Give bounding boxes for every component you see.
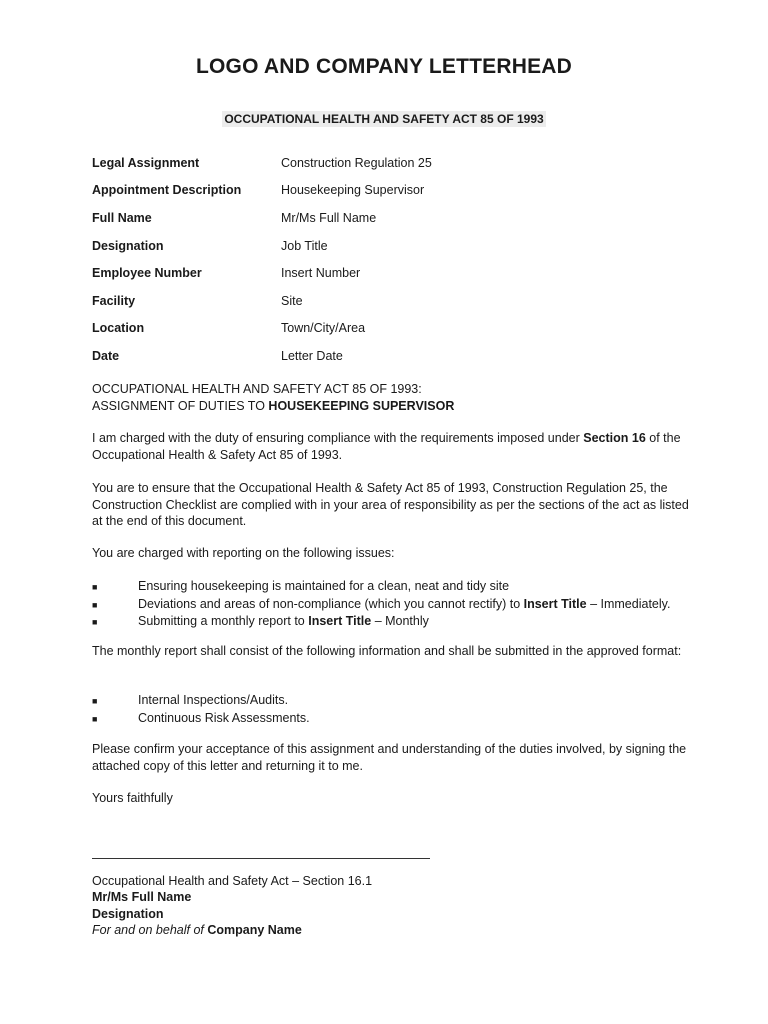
field-row-designation <box>92 232 432 260</box>
act-title <box>0 112 768 126</box>
field-row-employee-number <box>92 259 432 287</box>
company-name: Company Name <box>207 922 302 937</box>
paragraph-confirm-acceptance: Please confirm your acceptance of this assignment and understanding of the duties involved, by signing the attached copy of this letter and returning it to me. <box>92 742 687 773</box>
act-section-reference: Occupational Health and Safety Act – Section 16.1 <box>92 874 373 888</box>
list-item: ■ Deviations and areas of non-compliance (which you cannot rectify) to Insert Title – Immediately. <box>92 596 712 614</box>
signatory-name: Mr/Ms Full Name <box>92 890 192 905</box>
field-label: Date <box>92 348 120 363</box>
details-table <box>92 149 432 370</box>
field-label: Appointment Description <box>92 183 242 198</box>
list-item: ■ Internal Inspections/Audits. <box>92 692 712 710</box>
field-value: Site <box>281 293 303 308</box>
section-heading-line1: OCCUPATIONAL HEALTH AND SAFETY ACT 85 OF 1993: <box>92 382 422 396</box>
field-value: Construction Regulation 25 <box>281 155 432 170</box>
field-value: Mr/Ms Full Name <box>281 210 377 225</box>
section-heading-line2: ASSIGNMENT OF DUTIES TO HOUSEKEEPING SUPERVISOR <box>92 398 455 413</box>
letterhead-title: LOGO AND COMPANY LETTERHEAD <box>195 55 573 78</box>
field-row-location <box>92 315 432 343</box>
field-row-facility <box>92 287 432 315</box>
section-heading <box>92 381 702 414</box>
signature-line <box>92 858 430 859</box>
field-label: Location <box>92 321 145 336</box>
field-label: Designation <box>92 238 164 253</box>
field-row-full-name <box>92 204 432 232</box>
report-contents-list <box>92 692 712 727</box>
field-value: Job Title <box>281 238 328 253</box>
paragraph-reporting-intro: You are charged with reporting on the following issues: <box>92 546 395 560</box>
closing-salutation: Yours faithfully <box>92 791 173 805</box>
bullet-square-icon: ■ <box>92 617 98 627</box>
bullet-square-icon: ■ <box>92 599 98 610</box>
signatory-designation: Designation <box>92 906 164 921</box>
field-label: Legal Assignment <box>92 155 200 170</box>
field-label: Facility <box>92 293 136 308</box>
field-row-legal-assignment <box>92 149 432 177</box>
field-label: Full Name <box>92 210 152 225</box>
bullet-square-icon: ■ <box>92 713 98 724</box>
paragraph-ensure-compliance: You are to ensure that the Occupational Health & Safety Act 85 of 1993, Construction Regulation 25, the Construction Checklist are complied with in your area of responsibility as per the sections of the act as listed at the end of this document. <box>92 481 689 528</box>
field-label: Employee Number <box>92 266 202 281</box>
act-title-text: OCCUPATIONAL HEALTH AND SAFETY ACT 85 OF 1993 <box>224 112 544 126</box>
position-title: HOUSEKEEPING SUPERVISOR <box>268 398 455 413</box>
paragraph-monthly-report: The monthly report shall consist of the following information and shall be submitted in the approved format: <box>92 644 682 658</box>
bullet-square-icon: ■ <box>92 582 98 592</box>
field-row-date <box>92 342 432 370</box>
field-value: Town/City/Area <box>281 321 366 336</box>
section-reference: Section 16 <box>583 431 646 445</box>
on-behalf-of: For and on behalf of Company Name <box>92 922 302 937</box>
list-item: ■ Submitting a monthly report to Insert Title – Monthly <box>92 613 712 631</box>
bullet-square-icon: ■ <box>92 696 98 706</box>
paragraph-charged-duty: I am charged with the duty of ensuring compliance with the requirements imposed under Section 16 of the Occupational Health & Safety Act 85 of 1993. <box>92 431 681 462</box>
reporting-issues-list <box>92 578 712 631</box>
field-value: Housekeeping Supervisor <box>281 183 425 198</box>
signature-block <box>92 873 372 938</box>
list-item: ■ Continuous Risk Assessments. <box>92 710 712 728</box>
list-item: ■ Ensuring housekeeping is maintained for a clean, neat and tidy site <box>92 578 712 596</box>
field-value: Letter Date <box>281 348 343 363</box>
field-value: Insert Number <box>281 266 361 281</box>
field-row-appointment-description <box>92 177 432 205</box>
